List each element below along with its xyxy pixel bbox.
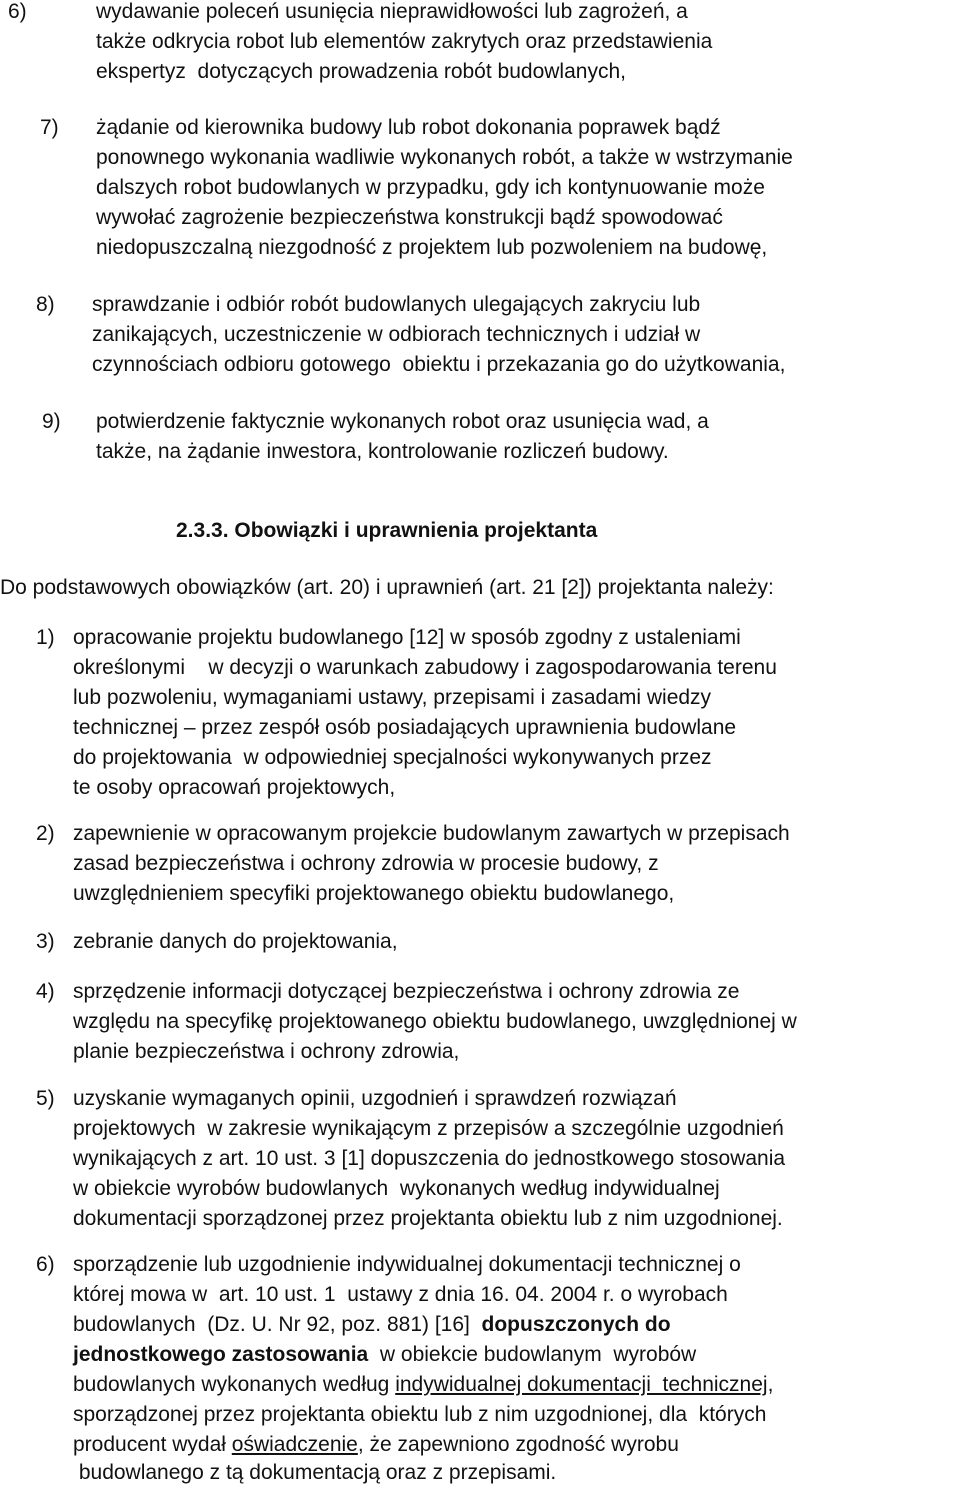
underlined-text: oświadczenie	[231, 1433, 358, 1456]
list-item-line: wynikających z art. 10 ust. 3 [1] dopuszczenia do jednostkowego stosowania	[73, 1147, 786, 1170]
list-item-line	[73, 1340, 696, 1370]
list-item-line: sprzędzenie informacji dotyczącej bezpieczeństwa i ochrony zdrowia ze	[73, 980, 740, 1003]
list-number: 6)	[36, 1253, 55, 1276]
list-item-line: w obiekcie wyrobów budowlanych wykonanych według indywidualnej	[73, 1177, 720, 1200]
list-item-line: sprawdzanie i odbiór robót budowlanych ulegających zakryciu lub	[92, 293, 701, 316]
list-number: 1)	[36, 626, 55, 649]
list-item-line: opracowanie projektu budowlanego [12] w sposób zgodny z ustaleniami	[73, 626, 741, 649]
list-item-line	[73, 1310, 671, 1340]
list-item-line	[73, 1370, 773, 1400]
list-item-line: projektowych w zakresie wynikającym z przepisów a szczególnie uzgodnień	[73, 1117, 784, 1140]
list-item-line: sporządzenie lub uzgodnienie indywidualnej dokumentacji technicznej o	[73, 1253, 741, 1276]
list-item-line: czynnościach odbioru gotowego obiektu i przekazania go do użytkowania,	[92, 353, 786, 376]
list-item-line: dalszych robot budowlanych w przypadku, gdy ich kontynuowanie może	[96, 176, 765, 199]
list-number: 7)	[40, 116, 59, 139]
list-item-line: dokumentacji sporządzonej przez projektanta obiektu lub z nim uzgodnionej.	[73, 1207, 783, 1230]
list-item-line: żądanie od kierownika budowy lub robot dokonania poprawek bądź	[96, 116, 721, 139]
list-item-line: zapewnienie w opracowanym projekcie budowlanym zawartych w przepisach	[73, 822, 790, 845]
list-item-line	[73, 1430, 679, 1460]
text-run: w obiekcie budowlanym wyrobów	[368, 1343, 697, 1366]
list-number: 5)	[36, 1087, 55, 1110]
list-item-line: sporządzonej przez projektanta obiektu lub z nim uzgodnionej, dla których	[73, 1403, 767, 1426]
list-item-line: zasad bezpieczeństwa i ochrony zdrowia w procesie budowy, z	[73, 852, 659, 875]
list-item-line: technicznej – przez zespół osób posiadających uprawnienia budowlane	[73, 716, 737, 739]
list-item-line: ekspertyz dotyczących prowadzenia robót budowlanych,	[96, 60, 626, 83]
text-run: ,	[767, 1373, 774, 1396]
list-item-line: także, na żądanie inwestora, kontrolowanie rozliczeń budowy.	[96, 440, 669, 463]
list-number: 9)	[42, 410, 61, 433]
list-number: 3)	[36, 930, 55, 953]
text-run: producent wydał	[73, 1433, 232, 1456]
list-item-line: zanikających, uczestniczenie w odbiorach technicznych i udział w	[92, 323, 701, 346]
list-item-line: do projektowania w odpowiedniej specjalności wykonywanych przez	[73, 746, 712, 769]
list-item-line: potwierdzenie faktycznie wykonanych robot oraz usunięcia wad, a	[96, 410, 709, 433]
list-item-line: uzyskanie wymaganych opinii, uzgodnień i sprawdzeń rozwiązań	[73, 1087, 677, 1110]
text-run: budowlanych wykonanych według	[73, 1373, 396, 1396]
list-number: 4)	[36, 980, 55, 1003]
list-item-line: planie bezpieczeństwa i ochrony zdrowia,	[73, 1040, 460, 1063]
list-item-line: względu na specyfikę projektowanego obiektu budowlanego, uwzględnionej w	[73, 1010, 797, 1033]
list-number: 2)	[36, 822, 55, 845]
list-item-line: także odkrycia robot lub elementów zakrytych oraz przedstawienia	[96, 30, 713, 53]
list-number: 8)	[36, 293, 55, 316]
list-item-line: wydawanie poleceń usunięcia nieprawidłowości lub zagrożeń, a	[96, 0, 688, 23]
list-item-line: ponownego wykonania wadliwie wykonanych robót, a także w wstrzymanie	[96, 146, 793, 169]
list-item-line: określonymi w decyzji o warunkach zabudowy i zagospodarowania terenu	[73, 656, 777, 679]
list-item-line: lub pozwoleniu, wymaganiami ustawy, przepisami i zasadami wiedzy	[73, 686, 712, 709]
text-run: , że zapewniono zgodność wyrobu	[357, 1433, 679, 1456]
list-item-line: uwzględnieniem specyfiki projektowanego obiektu budowlanego,	[73, 882, 675, 905]
bold-text: jednostkowego zastosowania	[73, 1343, 369, 1366]
list-item-line: zebranie danych do projektowania,	[73, 930, 398, 953]
list-item-line: niedopuszczalną niezgodność z projektem lub pozwoleniem na budowę,	[96, 236, 768, 259]
list-item-line: te osoby opracowań projektowych,	[73, 776, 396, 799]
intro-paragraph: Do podstawowych obowiązków (art. 20) i uprawnień (art. 21 [2]) projektanta należy:	[0, 576, 774, 599]
bold-text: dopuszczonych do	[481, 1313, 671, 1336]
list-number: 6)	[8, 0, 27, 23]
list-item-line: wywołać zagrożenie bezpieczeństwa konstrukcji bądź spowodować	[96, 206, 723, 229]
section-heading: 2.3.3. Obowiązki i uprawnienia projektanta	[176, 519, 598, 542]
list-item-line: budowlanego z tą dokumentacją oraz z przepisami.	[73, 1461, 557, 1484]
list-item-line: której mowa w art. 10 ust. 1 ustawy z dnia 16. 04. 2004 r. o wyrobach	[73, 1283, 728, 1306]
underlined-text: indywidualnej dokumentacji technicznej	[395, 1373, 768, 1396]
text-run: budowlanych (Dz. U. Nr 92, poz. 881) [16]	[73, 1313, 482, 1336]
